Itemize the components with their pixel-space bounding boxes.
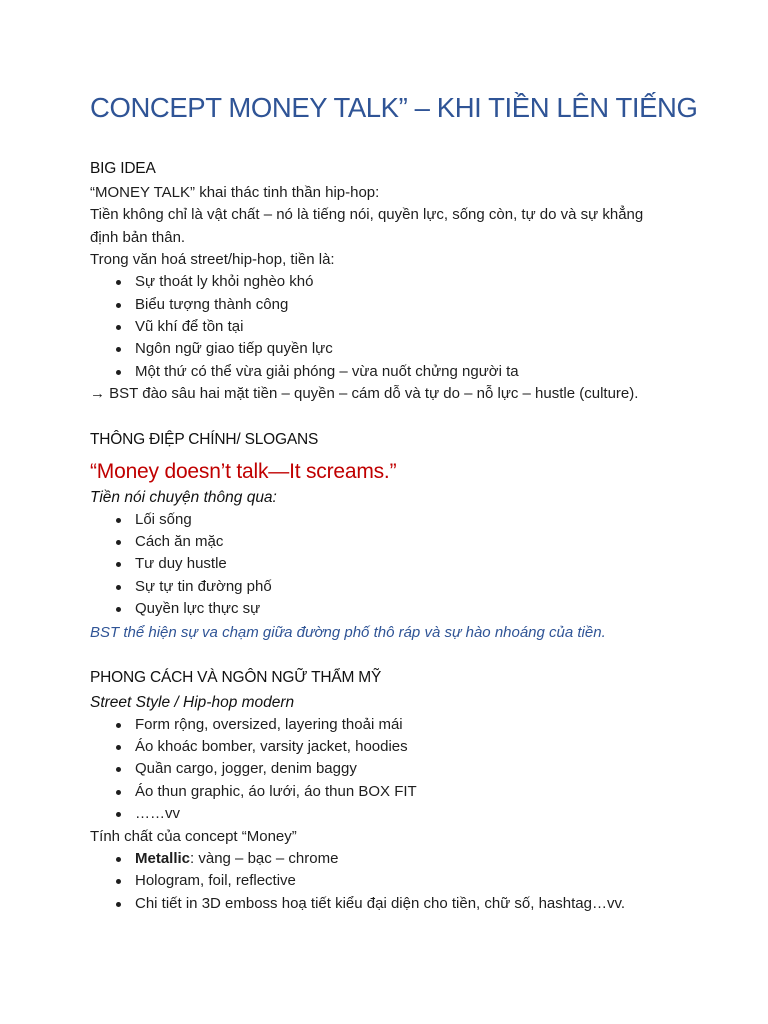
list-item: Lối sống xyxy=(135,509,710,531)
list-item-text: Hologram, foil, reflective xyxy=(135,872,296,890)
list-item: Ngôn ngữ giao tiếp quyền lực xyxy=(135,338,710,360)
list-item: Sự thoát ly khỏi nghèo khó xyxy=(135,271,710,293)
message-subheading: Tiền nói chuyện thông qua: xyxy=(90,488,277,506)
big-idea-list xyxy=(90,271,710,383)
message-section xyxy=(90,429,710,644)
message-list xyxy=(90,509,710,621)
list-item xyxy=(135,870,710,892)
list-item-text: : vàng – bạc – chrome xyxy=(190,849,339,867)
list-item xyxy=(135,848,710,870)
style-subheading: Street Style / Hip-hop modern xyxy=(90,693,295,711)
list-item: Áo khoác bomber, varsity jacket, hoodies xyxy=(135,736,710,758)
list-item: Quần cargo, jogger, denim baggy xyxy=(135,758,710,780)
money-list xyxy=(90,848,710,915)
style-section xyxy=(90,667,710,916)
list-item: Vũ khí để tồn tại xyxy=(135,316,710,338)
big-idea-line: định bản thân. xyxy=(90,228,186,246)
list-item: ……vv xyxy=(135,803,710,825)
big-idea-line: “MONEY TALK” khai thác tinh thần hip-hop: xyxy=(90,184,380,201)
big-idea-conclusion: → BST đào sâu hai mặt tiền – quyền – cám dỗ và tự do – nỗ lực – hustle (culture). xyxy=(90,385,639,403)
document-title: CONCEPT MONEY TALK” – KHI TIỀN LÊN TIẾNG xyxy=(90,92,698,123)
message-statement: BST thể hiện sự va chạm giữa đường phố thô ráp và sự hào nhoáng của tiền. xyxy=(90,623,606,641)
message-heading: THÔNG ĐIỆP CHÍNH/ SLOGANS xyxy=(90,430,319,448)
list-item: Áo thun graphic, áo lưới, áo thun BOX FIT xyxy=(135,781,710,803)
style-list xyxy=(90,714,710,826)
list-item: Tư duy hustle xyxy=(135,553,710,575)
list-item: Cách ăn mặc xyxy=(135,531,710,553)
big-idea-heading: BIG IDEA xyxy=(90,160,156,177)
list-item xyxy=(135,893,710,915)
list-item-bold: Metallic xyxy=(135,849,191,867)
list-item: Form rộng, oversized, layering thoải mái xyxy=(135,714,710,736)
list-item: Sự tự tin đường phố xyxy=(135,576,710,598)
money-heading: Tính chất của concept “Money” xyxy=(90,827,297,845)
big-idea-line: Tiền không chỉ là vật chất – nó là tiếng nói, quyền lực, sống còn, tự do và sự khẳng xyxy=(90,206,644,224)
document-content xyxy=(90,158,710,915)
list-item: Một thứ có thể vừa giải phóng – vừa nuốt chửng người ta xyxy=(135,361,710,383)
list-item: Quyền lực thực sự xyxy=(135,598,710,620)
style-heading: PHONG CÁCH VÀ NGÔN NGỮ THẨM MỸ xyxy=(90,668,382,686)
big-idea-line: Trong văn hoá street/hip-hop, tiền là: xyxy=(90,250,335,268)
big-idea-section xyxy=(90,158,710,406)
list-item-text: Chi tiết in 3D emboss hoạ tiết kiểu đại diện cho tiền, chữ số, hashtag…vv. xyxy=(135,894,626,912)
list-item: Biểu tượng thành công xyxy=(135,294,710,316)
slogan: “Money doesn’t talk—It screams.” xyxy=(90,459,397,483)
